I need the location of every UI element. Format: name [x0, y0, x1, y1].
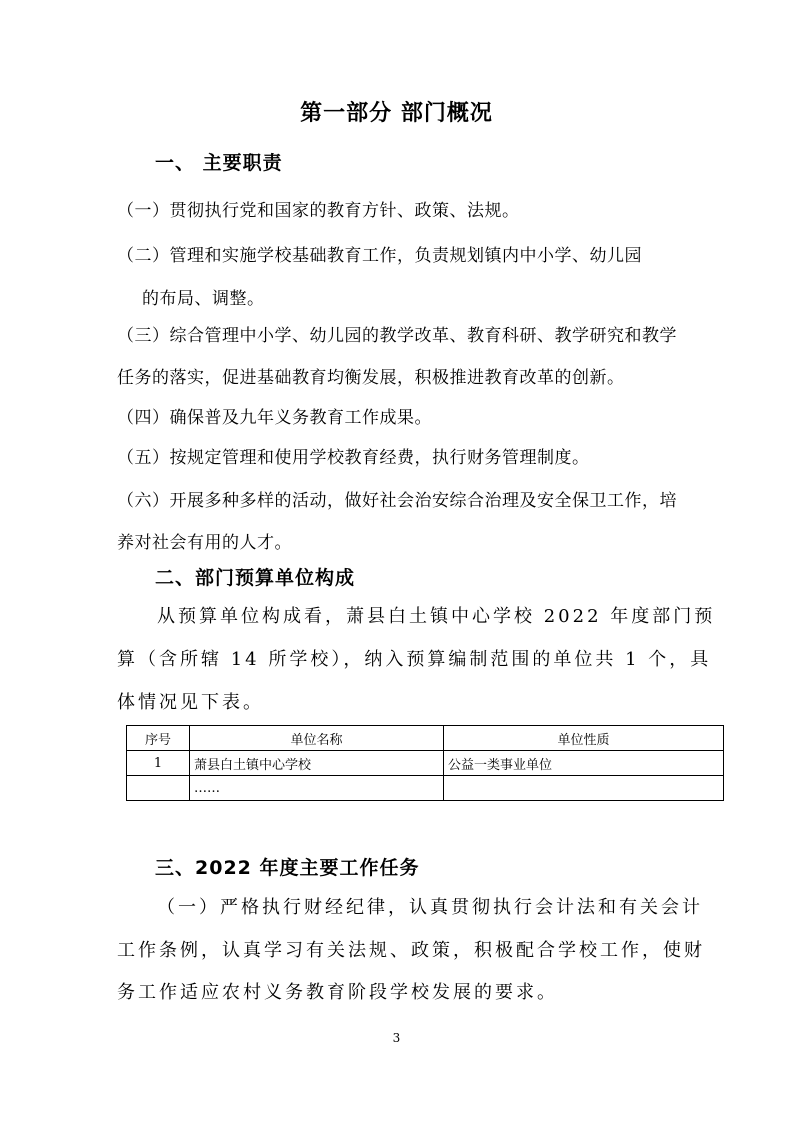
duty-item-6-line-2: 养对社会有用的人才。: [117, 533, 292, 553]
page-number: 3: [392, 1031, 401, 1045]
table-row: [127, 776, 724, 801]
section-heading-units: 二、部门预算单位构成: [155, 567, 356, 589]
duty-item-1: （一）贯彻执行党和国家的教育方针、政策、法规。: [117, 201, 520, 221]
header-index: 序号: [127, 726, 190, 751]
duty-item-2-line-1: （二）管理和实施学校基础教育工作，负责规划镇内中小学、幼儿园: [117, 246, 642, 266]
units-paragraph-line-3: 体情况见下表。: [117, 692, 264, 713]
cell-index: [127, 776, 190, 801]
duty-item-6-line-1: （六）开展多种多样的活动，做好社会治安综合治理及安全保卫工作，培: [117, 491, 677, 511]
duty-item-4: （四）确保普及九年义务教育工作成果。: [117, 408, 432, 428]
duty-item-3-line-2: 任务的落实，促进基础教育均衡发展，积极推进教育改革的创新。: [117, 368, 625, 388]
section-heading-tasks: 三、2022 年度主要工作任务: [155, 857, 420, 879]
units-paragraph-line-1: 从预算单位构成看，萧县白土镇中心学校 2022 年度部门预: [157, 606, 716, 627]
cell-unit-name: ……: [190, 776, 444, 801]
cell-unit-name: 萧县白土镇中心学校: [190, 751, 444, 776]
tasks-paragraph-line-3: 务工作适应农村义务教育阶段学校发展的要求。: [117, 982, 558, 1003]
units-paragraph-line-2: 算（含所辖 14 所学校），纳入预算编制范围的单位共 1 个，具: [117, 649, 712, 670]
duty-item-2-line-2: 的布局、调整。: [142, 289, 265, 309]
header-unit-name: 单位名称: [190, 726, 444, 751]
tasks-paragraph-line-2: 工作条例，认真学习有关法规、政策，积极配合学校工作，使财: [117, 940, 705, 961]
duty-item-3-line-1: （三）综合管理中小学、幼儿园的教学改革、教育科研、教学研究和教学: [117, 326, 677, 346]
header-unit-type: 单位性质: [444, 726, 724, 751]
page-title: 第一部分 部门概况: [300, 101, 493, 126]
cell-index: 1: [127, 751, 190, 776]
tasks-paragraph-line-1: （一）严格执行财经纪律，认真贯彻执行会计法和有关会计: [157, 897, 703, 918]
cell-unit-type: [444, 776, 724, 801]
cell-unit-type: 公益一类事业单位: [444, 751, 724, 776]
table-row: [127, 751, 724, 776]
units-table: [126, 725, 724, 801]
duty-item-5: （五）按规定管理和使用学校教育经费，执行财务管理制度。: [117, 448, 590, 468]
section-heading-duties: 一、 主要职责: [155, 152, 283, 174]
table-header-row: [127, 726, 724, 751]
